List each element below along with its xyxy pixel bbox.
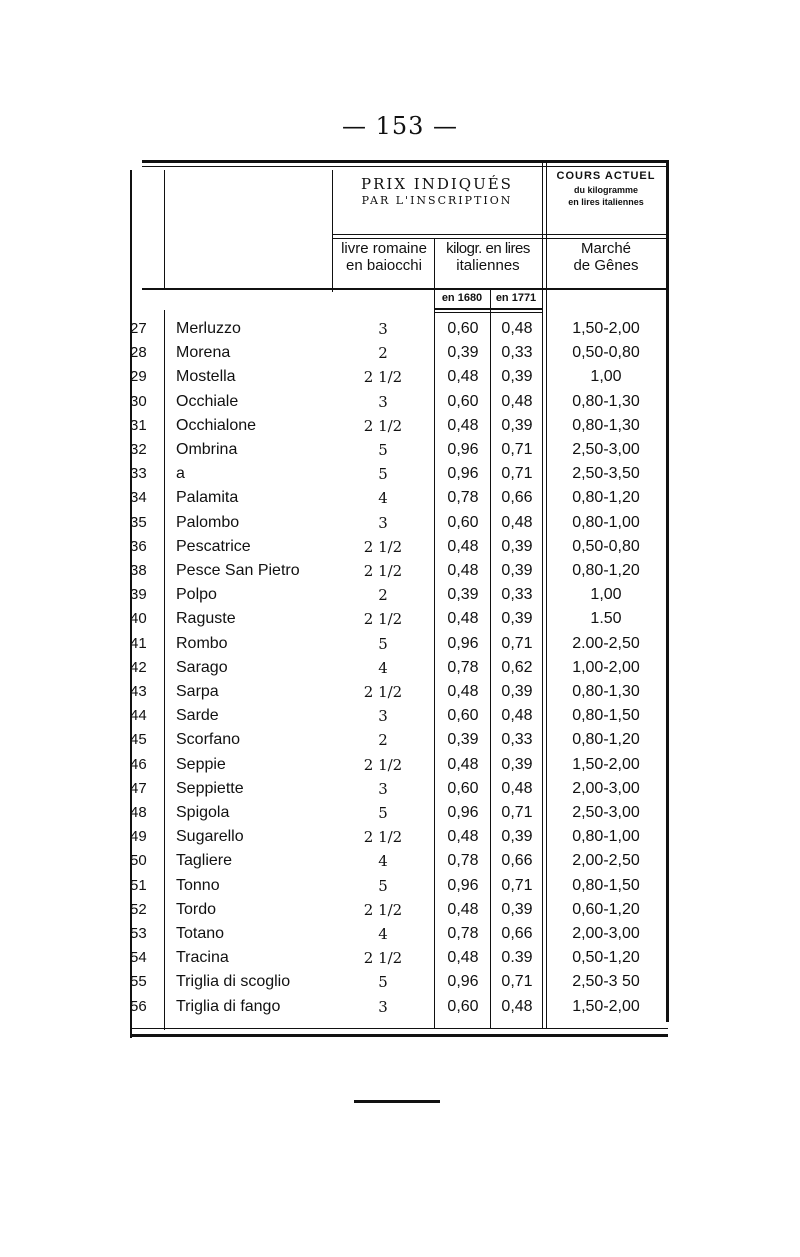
row-number: 50 <box>130 852 147 870</box>
row-number: 47 <box>130 779 147 797</box>
price-1771: 0,39 <box>501 900 533 918</box>
row-number: 29 <box>130 368 147 386</box>
cours-title: COURS ACTUEL <box>556 170 656 182</box>
price-baiocchi: 5 <box>378 876 388 895</box>
price-1680: 0,78 <box>447 925 479 942</box>
fish-name: Sarago <box>176 658 228 676</box>
price-1680: 0,48 <box>447 537 479 555</box>
price-baiocchi: 2 <box>378 586 388 605</box>
price-genes: 0,50-0,80 <box>572 537 640 555</box>
price-1771: 0,39 <box>501 562 533 579</box>
price-1680: 0,48 <box>447 368 479 386</box>
price-1771: 0,71 <box>501 465 533 483</box>
price-1771: 0,48 <box>501 392 533 410</box>
fish-name: Totano <box>176 925 225 942</box>
price-1771: 0,39 <box>501 368 533 386</box>
row-number: 39 <box>130 586 147 604</box>
table-row <box>128 852 664 876</box>
header-rule-main <box>142 288 666 290</box>
header-year-1771: en 1771 <box>495 292 537 304</box>
row-number: 30 <box>130 392 147 410</box>
price-baiocchi: 2 1/2 <box>363 755 403 774</box>
price-baiocchi: 2 1/2 <box>363 537 403 556</box>
row-number: 56 <box>130 997 147 1015</box>
table-row <box>128 925 664 949</box>
price-baiocchi: 3 <box>378 320 388 338</box>
price-1680: 0,96 <box>447 465 479 483</box>
price-1680: 0,48 <box>447 828 479 846</box>
header-cours <box>546 170 666 207</box>
price-genes: 0,80-1,00 <box>572 513 640 531</box>
price-1680: 0,78 <box>447 489 479 507</box>
table-row <box>128 610 664 634</box>
price-table <box>128 160 664 1040</box>
price-1771: 0,39 <box>501 416 533 434</box>
table-row <box>128 683 664 707</box>
price-genes: 2,00-2,50 <box>572 852 640 870</box>
row-number: 33 <box>130 465 147 483</box>
price-1771: 0,39 <box>501 683 533 700</box>
fish-name: Occhiale <box>176 392 239 410</box>
price-baiocchi: 3 <box>378 779 388 798</box>
price-genes: 0,80-1,30 <box>572 416 640 434</box>
price-baiocchi: 2 1/2 <box>363 949 403 968</box>
row-number: 48 <box>130 804 147 821</box>
fish-name: Spigola <box>176 804 230 821</box>
table-row <box>128 707 664 731</box>
row-number: 49 <box>130 828 147 846</box>
fish-name: Triglia di fango <box>176 997 281 1015</box>
table-row <box>128 635 664 659</box>
row-number: 51 <box>130 876 147 894</box>
table-row <box>128 514 664 538</box>
price-1680: 0,60 <box>447 320 479 337</box>
price-genes: 2,50-3,00 <box>572 804 640 821</box>
fish-name: Seppie <box>176 755 226 773</box>
row-number: 34 <box>130 489 147 507</box>
cours-line2: du kilogramme <box>573 184 638 195</box>
fish-name: Merluzzo <box>176 320 241 337</box>
price-1680: 0,96 <box>447 634 479 652</box>
price-1680: 0,39 <box>447 586 479 604</box>
price-baiocchi: 4 <box>378 658 388 677</box>
table-row <box>128 562 664 586</box>
price-baiocchi: 3 <box>378 513 388 532</box>
rule-num-col <box>164 170 165 288</box>
price-1771: 0,33 <box>501 586 533 604</box>
price-genes: 0,80-1,30 <box>572 392 640 410</box>
table-row <box>128 489 664 513</box>
price-1680: 0,48 <box>447 683 479 700</box>
price-1680: 0,96 <box>447 804 479 821</box>
table-bottom-rule <box>130 1034 668 1037</box>
fish-name: Scorfano <box>176 731 241 749</box>
price-1680: 0,48 <box>447 562 479 579</box>
table-right-border <box>666 160 669 1022</box>
price-1680: 0,60 <box>447 392 479 410</box>
table-row <box>128 949 664 973</box>
price-1680: 0,39 <box>447 344 479 362</box>
price-baiocchi: 2 1/2 <box>363 562 403 580</box>
price-1771: 0,62 <box>501 658 533 676</box>
price-baiocchi: 4 <box>378 852 388 871</box>
header-livre <box>332 240 436 275</box>
fish-name: Pescatrice <box>176 537 251 555</box>
price-genes: 0,80-1,20 <box>572 731 640 749</box>
price-baiocchi: 2 1/2 <box>363 368 403 387</box>
header-rule-year-2 <box>434 312 542 313</box>
table-row <box>128 320 664 344</box>
price-1771: 0,71 <box>501 804 533 821</box>
row-number: 36 <box>130 537 147 555</box>
header-rule-year <box>434 308 542 310</box>
price-1771: 0,71 <box>501 876 533 894</box>
price-baiocchi: 5 <box>378 441 388 459</box>
table-row <box>128 441 664 465</box>
price-1771: 0,39 <box>501 755 533 773</box>
price-1771: 0,66 <box>501 925 533 942</box>
price-genes: 0,80-1,20 <box>572 489 640 507</box>
table-row <box>128 659 664 683</box>
row-number: 42 <box>130 658 147 676</box>
price-genes: 0,80-1,50 <box>572 707 640 725</box>
table-row <box>128 393 664 417</box>
table-top-rule-2 <box>142 166 666 167</box>
price-genes: 2,00-3,00 <box>572 779 640 797</box>
table-row <box>128 344 664 368</box>
row-number: 31 <box>130 416 147 434</box>
price-baiocchi: 2 1/2 <box>363 900 403 919</box>
table-row <box>128 804 664 828</box>
header-year-1680: en 1680 <box>441 292 483 304</box>
price-baiocchi: 2 <box>378 344 388 363</box>
fish-name: Polpo <box>176 586 217 604</box>
price-genes: 2.00-2,50 <box>572 634 640 652</box>
cours-line3: en lires italiennes <box>568 196 644 207</box>
price-baiocchi: 5 <box>378 804 388 822</box>
price-1771: 0,66 <box>501 852 533 870</box>
header-kilo <box>434 240 542 275</box>
price-1680: 0,60 <box>447 707 479 725</box>
price-genes: 2,50-3 50 <box>572 973 640 991</box>
price-1771: 0,39 <box>501 537 533 555</box>
table-row <box>128 731 664 755</box>
fish-name: Ombrina <box>176 441 238 458</box>
table-row <box>128 465 664 489</box>
price-1771: 0,48 <box>501 320 533 337</box>
price-baiocchi: 3 <box>378 707 388 726</box>
price-baiocchi: 3 <box>378 392 388 411</box>
price-genes: 0,80-1,00 <box>572 828 640 846</box>
price-1680: 0,78 <box>447 658 479 676</box>
livre-line1: livre romaine <box>341 240 427 257</box>
price-genes: 1,50-2,00 <box>572 320 640 337</box>
fish-name: Triglia di scoglio <box>176 973 291 991</box>
price-baiocchi: 4 <box>378 925 388 943</box>
page-number: — 153 — <box>341 112 459 140</box>
fish-name: a <box>176 465 185 483</box>
price-genes: 1,00 <box>590 586 622 604</box>
price-genes: 0,50-0,80 <box>572 344 640 362</box>
price-1771: 0,33 <box>501 731 533 749</box>
price-1771: 0,71 <box>501 973 533 991</box>
prix-subtitle: PAR L'INSCRIPTION <box>361 194 513 208</box>
fish-name: Tagliere <box>176 852 233 870</box>
table-row <box>128 368 664 392</box>
fish-name: Occhialone <box>176 416 257 434</box>
price-1680: 0,78 <box>447 852 479 870</box>
row-number: 55 <box>130 973 147 991</box>
row-number: 44 <box>130 707 147 725</box>
price-1680: 0,39 <box>447 731 479 749</box>
fish-name: Tonno <box>176 876 220 894</box>
price-1771: 0,66 <box>501 489 533 507</box>
price-genes: 0,80-1,50 <box>572 876 640 894</box>
price-genes: 1,50-2,00 <box>572 997 640 1015</box>
footer-rule <box>354 1100 440 1103</box>
row-number: 27 <box>130 320 147 337</box>
price-baiocchi: 2 <box>378 731 388 750</box>
price-1680: 0,96 <box>447 876 479 894</box>
row-number: 40 <box>130 610 147 628</box>
kilo-line2: italiennes <box>456 257 520 275</box>
table-row <box>128 877 664 901</box>
price-genes: 0,50-1,20 <box>572 949 640 967</box>
price-genes: 2,50-3,50 <box>572 465 640 483</box>
price-1680: 0,60 <box>447 779 479 797</box>
table-top-rule <box>142 160 666 163</box>
price-genes: 0,60-1,20 <box>572 900 640 918</box>
table-row <box>128 998 664 1022</box>
fish-name: Raguste <box>176 610 236 628</box>
table-row <box>128 586 664 610</box>
row-number: 46 <box>130 755 147 773</box>
fish-name: Pesce San Pietro <box>176 562 300 579</box>
price-genes: 1,50-2,00 <box>572 755 640 773</box>
row-number: 45 <box>130 731 147 749</box>
price-genes: 0,80-1,20 <box>572 562 640 579</box>
price-1680: 0,96 <box>447 441 479 458</box>
fish-name: Tordo <box>176 900 217 918</box>
fish-name: Tracina <box>176 949 229 967</box>
table-row <box>128 973 664 997</box>
price-1771: 0,48 <box>501 707 533 725</box>
price-1771: 0,48 <box>501 513 533 531</box>
price-1771: 0,39 <box>501 610 533 628</box>
fish-name: Seppiette <box>176 779 244 797</box>
price-genes: 0,80-1,30 <box>572 683 640 700</box>
row-number: 52 <box>130 900 147 918</box>
table-row <box>128 780 664 804</box>
price-1680: 0,96 <box>447 973 479 991</box>
price-baiocchi: 4 <box>378 489 388 508</box>
price-1771: 0,48 <box>501 779 533 797</box>
table-row <box>128 538 664 562</box>
header-rule-upper <box>332 234 666 235</box>
fish-name: Palombo <box>176 513 240 531</box>
row-number: 35 <box>130 513 147 531</box>
row-number: 38 <box>130 562 147 579</box>
price-genes: 1,00-2,00 <box>572 658 640 676</box>
price-1771: 0,71 <box>501 441 533 458</box>
price-1771: 0,71 <box>501 634 533 652</box>
table-bottom-rule-2 <box>130 1028 668 1029</box>
table-row <box>128 828 664 852</box>
table-row <box>128 901 664 925</box>
marche-line2: de Gênes <box>573 257 639 275</box>
price-baiocchi: 5 <box>378 465 388 484</box>
fish-name: Sugarello <box>176 828 244 846</box>
price-1771: 0,48 <box>501 997 533 1015</box>
price-1680: 0,48 <box>447 949 479 967</box>
fish-name: Mostella <box>176 368 236 386</box>
price-1771: 0.39 <box>501 949 533 967</box>
price-genes: 1,00 <box>590 368 622 386</box>
price-genes: 2,50-3,00 <box>572 441 640 458</box>
price-1680: 0,48 <box>447 416 479 434</box>
price-baiocchi: 5 <box>378 973 388 992</box>
fish-name: Palamita <box>176 489 239 507</box>
price-genes: 1.50 <box>590 610 622 628</box>
fish-name: Sarpa <box>176 683 219 700</box>
price-1680: 0,48 <box>447 610 479 628</box>
price-1680: 0,60 <box>447 997 479 1015</box>
prix-title: PRIX INDIQUÉS <box>361 175 513 193</box>
price-1680: 0,60 <box>447 513 479 531</box>
price-baiocchi: 2 1/2 <box>363 610 403 629</box>
price-1771: 0,39 <box>501 828 533 846</box>
fish-name: Sarde <box>176 707 219 725</box>
price-baiocchi: 3 <box>378 997 388 1016</box>
row-number: 54 <box>130 949 147 967</box>
row-number: 43 <box>130 683 147 700</box>
livre-line2: en baiocchi <box>346 257 422 275</box>
price-baiocchi: 2 1/2 <box>363 683 403 701</box>
row-number: 32 <box>130 441 147 458</box>
kilo-line1: kilogr. en lires <box>446 240 530 257</box>
fish-name: Morena <box>176 344 231 362</box>
header-rule-upper-2 <box>332 238 666 239</box>
price-1680: 0,48 <box>447 900 479 918</box>
price-baiocchi: 2 1/2 <box>363 416 403 435</box>
row-number: 28 <box>130 344 147 362</box>
header-prix <box>332 176 542 208</box>
marche-line1: Marché <box>580 240 632 257</box>
price-genes: 2,00-3,00 <box>572 925 640 942</box>
row-number: 53 <box>130 925 147 942</box>
table-row <box>128 756 664 780</box>
header-marche <box>546 240 666 275</box>
price-baiocchi: 2 1/2 <box>363 828 403 847</box>
row-number: 41 <box>130 634 147 652</box>
fish-name: Rombo <box>176 634 228 652</box>
table-row <box>128 417 664 441</box>
price-1771: 0,33 <box>501 344 533 362</box>
price-1680: 0,48 <box>447 755 479 773</box>
price-baiocchi: 5 <box>378 634 388 653</box>
